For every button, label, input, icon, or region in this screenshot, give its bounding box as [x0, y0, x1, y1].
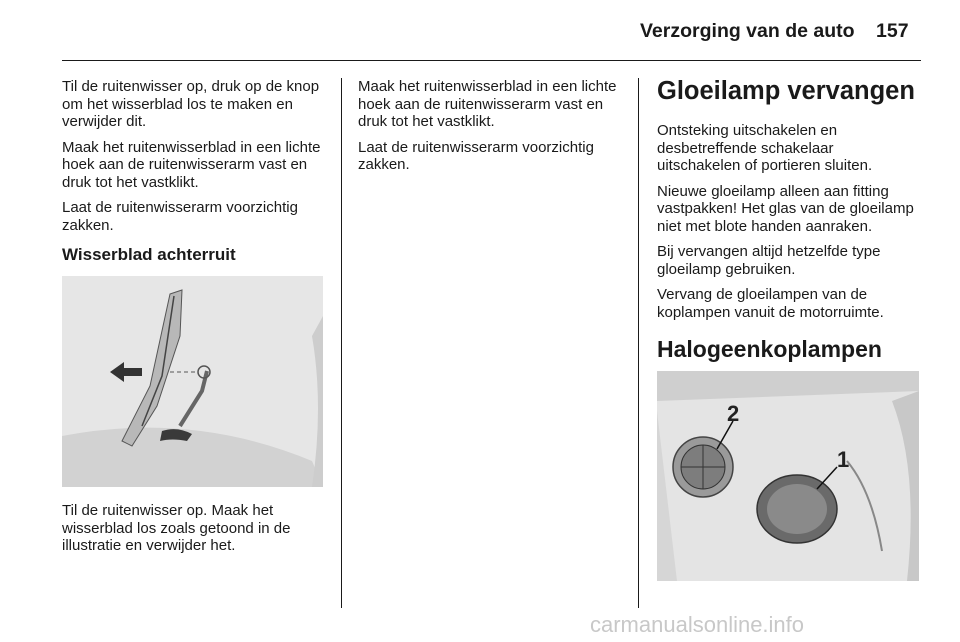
- column-3: [657, 76, 921, 373]
- paragraph: Vervang de gloeilampen van de koplampen vanuit de motorruimte.: [657, 286, 884, 321]
- section-heading-large: Gloeilamp vervangen: [657, 77, 915, 105]
- page-number: 157: [876, 20, 909, 42]
- headlamp-illustration: [657, 371, 919, 581]
- paragraph: Maak het ruitenwisserblad in een lichte hoek aan de ruitenwisserarm vast en druk tot het vastklikt.: [358, 78, 617, 130]
- column-2: [358, 78, 624, 182]
- section-heading: Halogeenkoplampen: [657, 336, 882, 362]
- rear-wiper-illustration: [62, 276, 323, 487]
- paragraph: Bij vervangen altijd hetzelfde type gloeilamp gebruiken.: [657, 243, 881, 278]
- column-divider-1: [341, 78, 342, 608]
- paragraph: Laat de ruitenwisserarm voorzichtig zakken.: [358, 138, 594, 173]
- paragraph: Maak het ruitenwisserblad in een lichte hoek aan de ruitenwisserarm vast en druk tot het vastklikt.: [62, 138, 321, 191]
- column-divider-2: [638, 78, 639, 608]
- section-heading: Wisserblad achterruit: [62, 245, 236, 264]
- callout-label-2: 2: [727, 401, 740, 426]
- column-1: [62, 78, 328, 282]
- page-header-title: Verzorging van de auto: [640, 20, 855, 42]
- header-rule: [62, 60, 921, 61]
- paragraph: Til de ruitenwisser op, druk op de knop om het wisserblad los te maken en verwijder dit.: [62, 78, 320, 130]
- watermark: carmanualsonline.info: [590, 612, 805, 637]
- illustration-caption: [62, 502, 328, 563]
- paragraph: Ontsteking uitschakelen en desbetreffende schakelaar uitschakelen of portieren sluiten.: [657, 122, 873, 174]
- paragraph: Nieuwe gloeilamp alleen aan fitting vastpakken! Het glas van de gloeilamp niet met blote handen aanraken.: [657, 182, 914, 235]
- caption-text: Til de ruitenwisser op. Maak het wisserblad los zoals getoond in de illustratie en verwijder het.: [62, 502, 291, 554]
- paragraph: Laat de ruitenwisserarm voorzichtig zakken.: [62, 199, 298, 234]
- callout-label-1: 1: [837, 447, 850, 472]
